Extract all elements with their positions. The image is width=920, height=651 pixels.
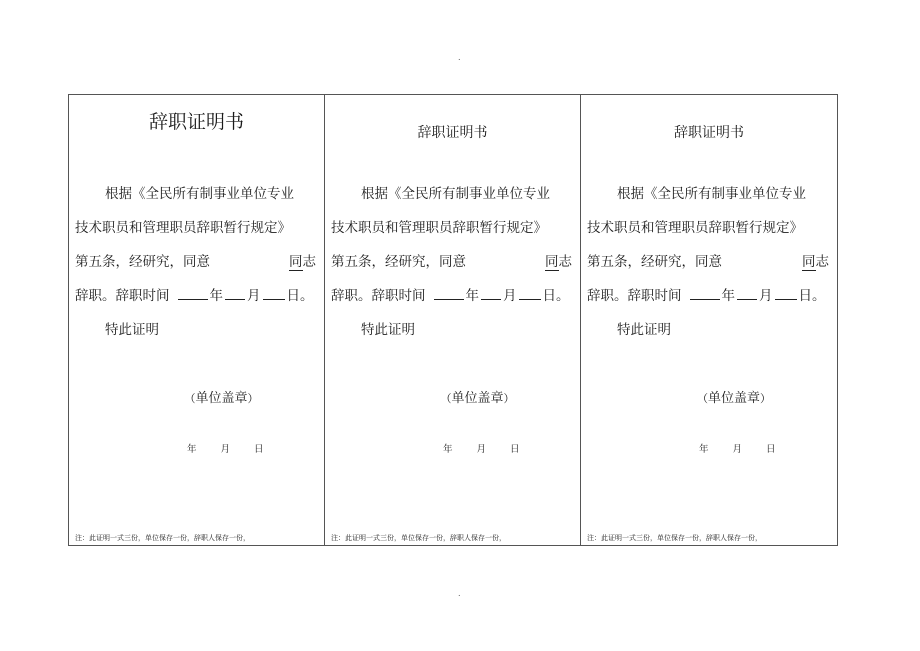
seal-text: 单位盖章 [707,391,760,406]
unit-seal-label [69,387,324,406]
seal-date-day: 日 [766,444,776,455]
comrade-char-tong: 同 [802,254,816,270]
unit-seal-label [581,387,837,406]
resign-time-label: 辞职。辞职时间 [75,288,170,304]
seal-date-month: 月 [732,444,743,455]
year-blank[interactable] [434,287,464,300]
seal-paren-close: ） [503,392,515,405]
seal-paren-open: （ [696,392,708,405]
comrade-char-zhi: 志 [815,254,829,270]
year-label: 年 [465,288,479,304]
comrade-label [545,250,572,270]
body-line-1: 根据《全民所有制事业单位专业 [361,186,550,202]
comrade-char-tong: 同 [289,254,303,270]
seal-date [187,441,288,455]
body-line-3 [75,250,320,270]
unit-seal-label [325,387,580,406]
seal-date-day: 日 [510,444,520,455]
certify-line: 特此证明 [361,322,415,338]
seal-date [699,441,800,455]
seal-date [443,441,544,455]
certificate-form-sheet [68,94,838,546]
seal-date-month: 月 [476,444,487,455]
year-label: 年 [209,288,223,304]
seal-date-month: 月 [220,444,231,455]
day-label: 日。 [286,288,314,304]
page-dot-bottom: . [458,589,461,598]
certificate-title: 辞职证明书 [674,125,744,141]
year-blank[interactable] [178,287,208,300]
year-blank[interactable] [690,287,720,300]
body-line-3 [587,250,833,270]
certificate-title: 辞职证明书 [148,111,244,133]
certify-line: 特此证明 [105,322,159,338]
month-label: 月 [247,288,261,304]
comrade-char-tong: 同 [545,254,559,270]
body-line-2: 技术职员和管理职员辞职暂行规定》 [331,220,547,236]
year-label: 年 [721,288,735,304]
seal-text: 单位盖章 [451,391,504,406]
body-line-4 [331,284,576,304]
resign-time-label: 辞职。辞职时间 [587,288,682,304]
day-label: 日。 [798,288,826,304]
month-label: 月 [503,288,517,304]
footnote: 注：此证明一式三份，单位保存一份，辞职人保存一份， [587,534,762,542]
resign-time-label: 辞职。辞职时间 [331,288,426,304]
seal-date-day: 日 [254,444,264,455]
day-blank[interactable] [263,287,285,300]
month-label: 月 [759,288,773,304]
seal-date-year: 年 [187,444,197,455]
body-line-3-text: 第五条，经研究，同意 [75,254,210,270]
month-blank[interactable] [481,287,501,300]
comrade-label [802,250,829,270]
body-line-3-text: 第五条，经研究，同意 [587,254,722,270]
body-line-2: 技术职员和管理职员辞职暂行规定》 [75,220,291,236]
body-line-4 [587,284,833,304]
day-label: 日。 [542,288,570,304]
day-blank[interactable] [775,287,797,300]
certificate-panel-2 [325,95,581,545]
body-line-3 [331,250,576,270]
comrade-label [289,250,316,270]
day-blank[interactable] [519,287,541,300]
seal-text: 单位盖章 [195,391,248,406]
month-blank[interactable] [737,287,757,300]
body-line-1: 根据《全民所有制事业单位专业 [617,186,806,202]
comrade-char-zhi: 志 [302,254,316,270]
footnote: 注：此证明一式三份，单位保存一份，辞职人保存一份， [331,534,506,542]
comrade-char-zhi: 志 [558,254,572,270]
page-dot-top: . [458,53,461,62]
seal-date-year: 年 [699,444,709,455]
month-blank[interactable] [225,287,245,300]
seal-paren-close: ） [760,392,771,405]
seal-paren-close: ） [247,392,259,405]
certificate-panel-3 [581,95,837,545]
certificate-panel-1 [69,95,325,545]
certificate-title: 辞职证明书 [417,125,488,141]
footnote: 注：此证明一式三份，单位保存一份，辞职人保存一份， [75,534,250,542]
seal-paren-open: （ [184,392,196,405]
certify-line: 特此证明 [617,322,671,338]
seal-date-year: 年 [443,444,453,455]
body-line-4 [75,284,320,304]
body-line-3-text: 第五条，经研究，同意 [331,254,466,270]
body-line-2: 技术职员和管理职员辞职暂行规定》 [587,220,803,236]
seal-paren-open: （ [440,392,452,405]
body-line-1: 根据《全民所有制事业单位专业 [105,186,294,202]
